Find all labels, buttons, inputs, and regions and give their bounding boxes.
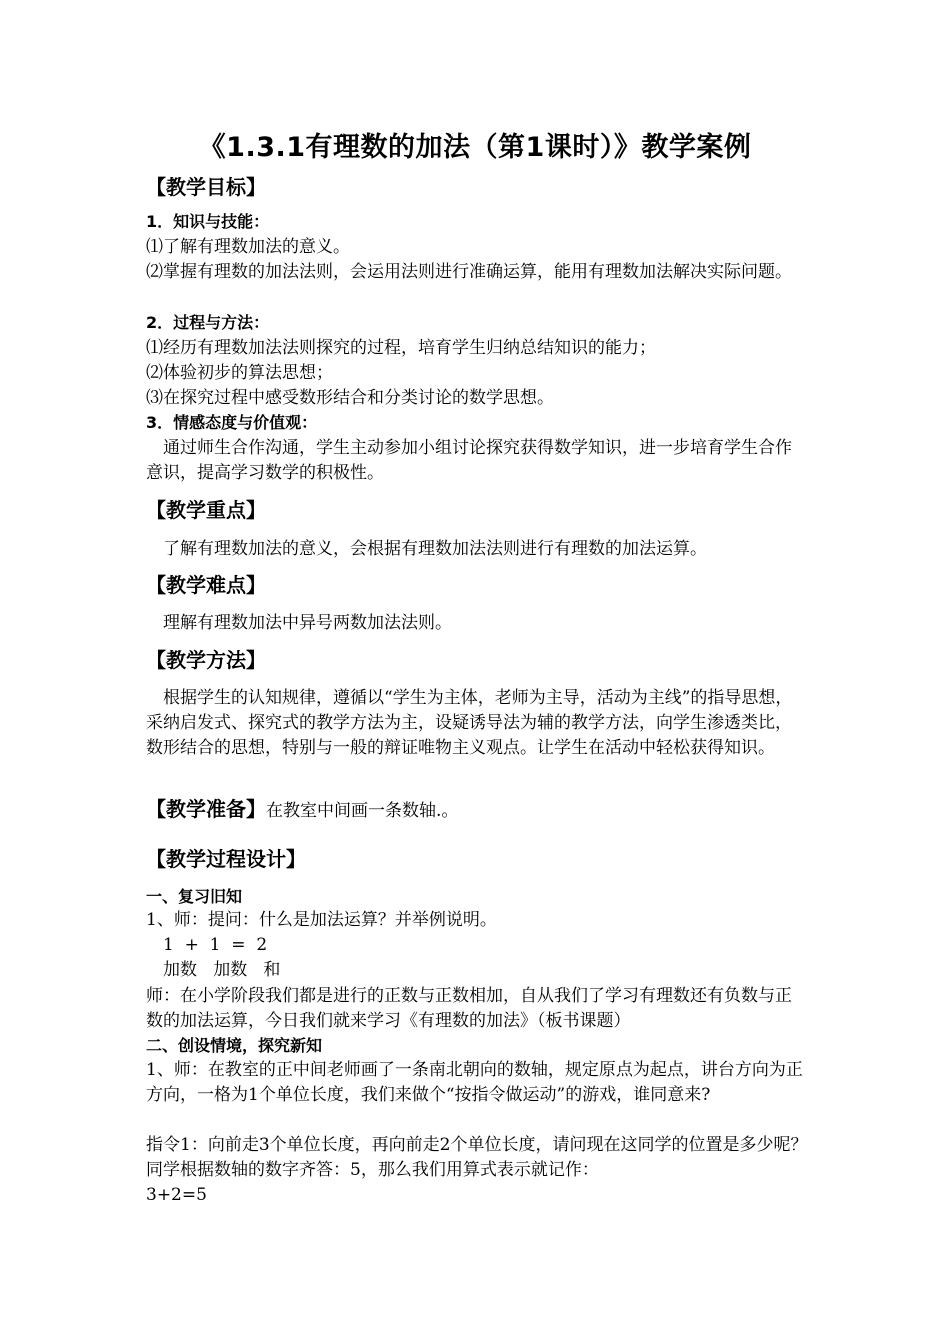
process-section-1-question: 1、师：提问：什么是加法运算？并举例说明。 [146, 910, 497, 930]
difficulty-text: 理解有理数加法中异号两数加法法则。 [163, 613, 452, 633]
goals-knowledge-item-1: ⑴了解有理数加法的意义。 [146, 237, 350, 257]
goals-knowledge-subtitle: 1．知识与技能： [146, 212, 270, 231]
goals-process-subtitle: 2．过程与方法： [146, 313, 270, 332]
process-section-1-title: 一、复习旧知 [146, 887, 243, 906]
method-text: 根据学生的认知规律，遵循以“学生为主体，老师为主导，活动为主线”的指导思想，采纳启发式、探究式的教学方法为主，设疑诱导法为辅的教学方法，向学生渗透类比，数形结合的思想，特别与一般的辩证唯物主义观点。让学生在活动中轻松获得知识。 [146, 688, 793, 758]
process-example-equation: 1 + 1 = 2 [163, 935, 268, 955]
process-example-term-names: 加数 加数 和 [163, 960, 281, 980]
key-heading: 【教学重点】 [146, 498, 266, 522]
method-heading: 【教学方法】 [146, 648, 266, 672]
goals-knowledge-item-2: ⑵掌握有理数的加法法则，会运用法则进行准确运算，能用有理数加法解决实际问题。 [146, 262, 792, 282]
prep-heading [146, 794, 458, 826]
goals-process-item-3: ⑶在探究过程中感受数形结合和分类讨论的数学思想。 [146, 388, 554, 408]
process-section-2-title: 二、创设情境，探究新知 [146, 1036, 323, 1055]
goals-attitude-subtitle: 3．情感态度与价值观： [146, 413, 318, 432]
goals-attitude-paragraph: 通过师生合作沟通，学生主动参加小组讨论探究获得数学知识，进一步培育学生合作意识，提高学习数学的积极性。 [146, 438, 792, 483]
key-text: 了解有理数加法的意义，会根据有理数加法法则进行有理数的加法运算。 [163, 539, 707, 559]
prep-heading-label: 【教学准备】 [146, 797, 266, 821]
goals-heading: 【教学目标】 [146, 175, 266, 199]
difficulty-heading: 【教学难点】 [146, 573, 266, 597]
process-section-1-paragraph: 师：在小学阶段我们都是进行的正数与正数相加，自从我们了学习有理数还有负数与正数的加法运算，今日我们就来学习《有理数的加法》（板书课题） [146, 986, 792, 1031]
process-section-2-equation: 3+2=5 [146, 1185, 207, 1205]
prep-text: 在教室中间画一条数轴.。 [266, 801, 459, 821]
process-section-2-paragraph-2: 指令1：向前走3个单位长度，再向前走2个单位长度，请问现在这同学的位置是多少呢？同学根据数轴的数字齐答：5，那么我们用算式表示就记作： [146, 1135, 808, 1180]
process-heading: 【教学过程设计】 [146, 847, 306, 871]
document-title: 《1.3.1有理数的加法（第1课时）》教学案例 [198, 132, 752, 163]
process-section-2-paragraph-1: 1、师：在教室的正中间老师画了一条南北朝向的数轴，规定原点为起点，讲台方向为正方向，一格为1个单位长度，我们来做个“按指令做运动”的游戏，谁同意来? [146, 1060, 803, 1105]
goals-process-item-1: ⑴经历有理数加法法则探究的过程，培育学生归纳总结知识的能力； [146, 338, 656, 358]
goals-process-item-2: ⑵体验初步的算法思想； [146, 363, 333, 383]
